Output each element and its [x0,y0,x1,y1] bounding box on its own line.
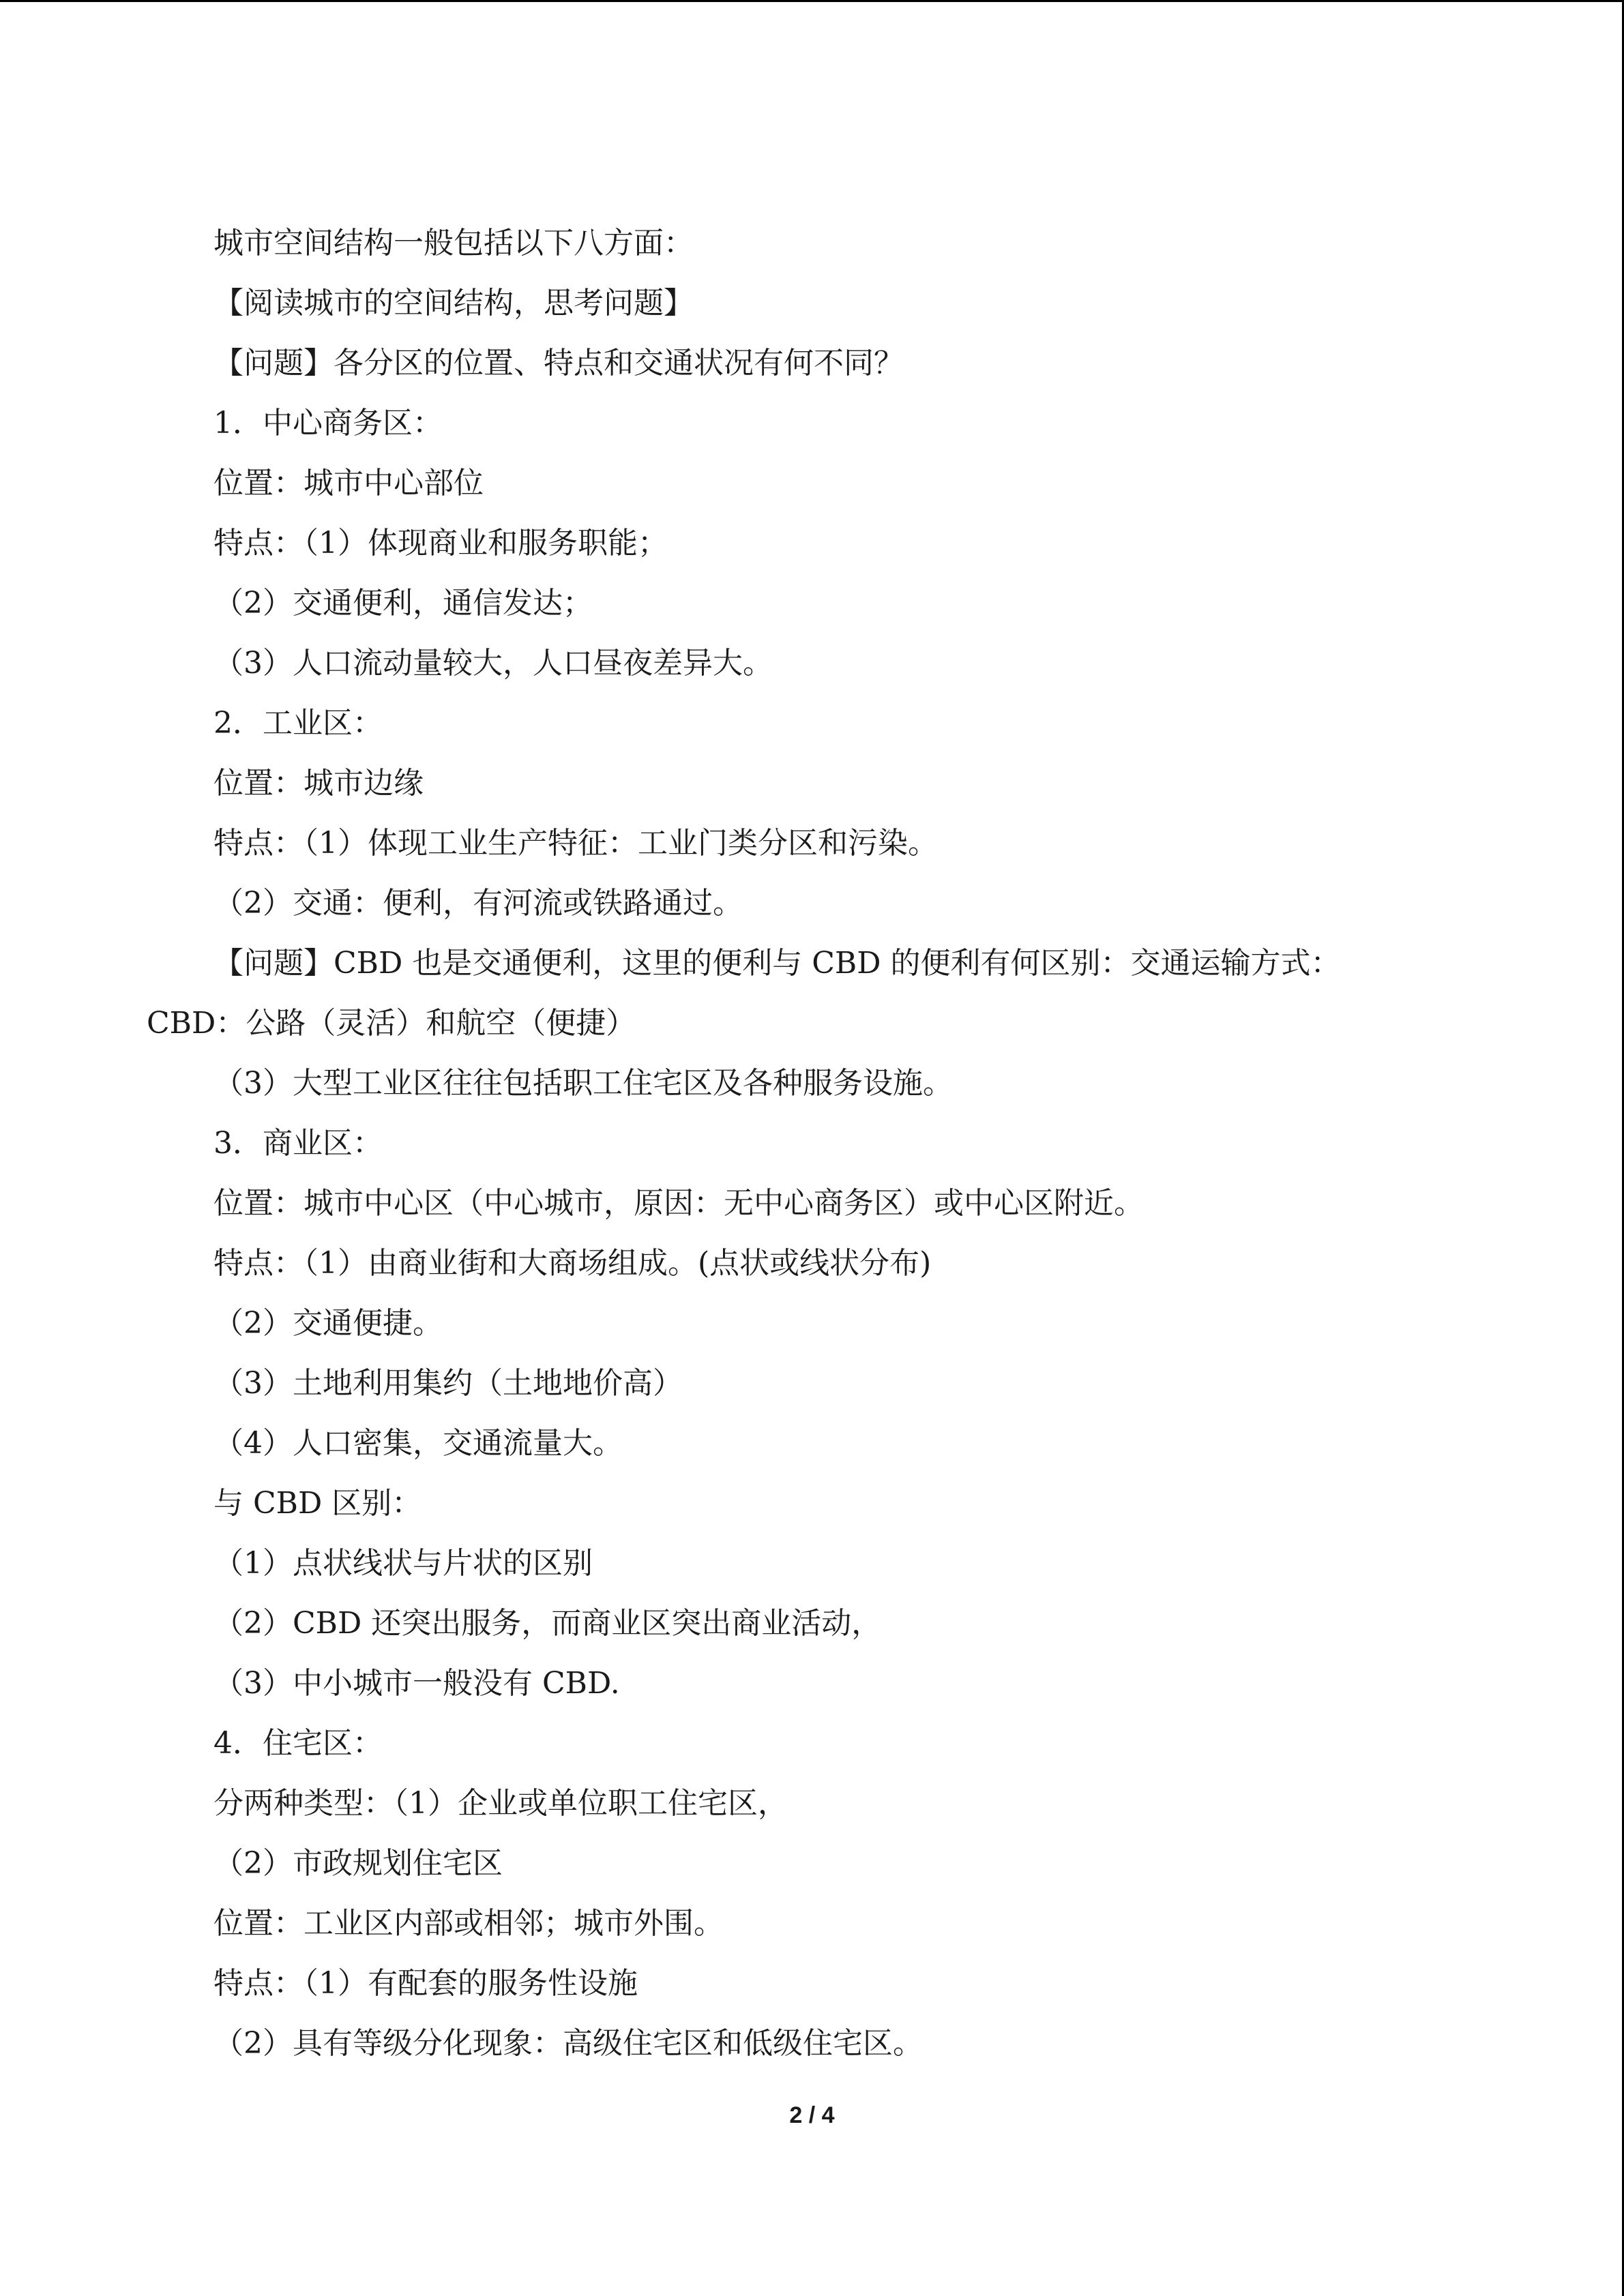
text-line: 位置：城市中心部位 [213,466,484,501]
text-line: 【问题】各分区的位置、特点和交通状况有何不同？ [213,346,904,381]
text-line: 特点：（1）体现商业和服务职能； [213,526,668,561]
text-line: （4）人口密集，交通流量大。 [213,1426,623,1461]
text-line: （2）具有等级分化现象：高级住宅区和低级住宅区。 [213,2026,923,2061]
text-line: 特点：（1）体现工业生产特征：工业门类分区和污染。 [213,826,938,861]
text-line: 特点：（1）有配套的服务性设施 [213,1966,638,2001]
text-line: 分两种类型：（1）企业或单位职工住宅区， [213,1786,788,1821]
text-line: 位置：工业区内部或相邻；城市外围。 [213,1906,724,1941]
page-number: 2 / 4 [789,2102,835,2128]
text-line: CBD：公路（灵活）和航空（便捷） [147,1006,636,1041]
text-line: （2）市政规划住宅区 [213,1846,503,1881]
document-body [147,213,1504,2074]
section-heading: 3．商业区： [213,1126,383,1161]
section-heading: 1．中心商务区： [213,406,443,441]
text-line: （3）中小城市一般没有 CBD. [213,1666,620,1701]
text-line: （2）交通便利，通信发达； [213,586,593,621]
text-line: （3）大型工业区往往包括职工住宅区及各种服务设施。 [213,1066,953,1101]
text-line: （2）交通：便利，有河流或铁路通过。 [213,886,743,921]
text-line: 位置：城市边缘 [213,766,424,801]
text-line: （2）交通便捷。 [213,1306,443,1341]
text-line: 位置：城市中心区（中心城市，原因：无中心商务区）或中心区附近。 [213,1186,1144,1221]
text-line: （3）人口流动量较大，人口昼夜差异大。 [213,646,773,681]
text-line: （1）点状线状与片状的区别 [213,1546,593,1581]
text-line: 【阅读城市的空间结构，思考问题】 [213,286,694,320]
text-line: （2）CBD 还突出服务，而商业区突出商业活动， [213,1606,882,1641]
text-line: 特点：（1）由商业街和大商场组成。(点状或线状分布) [213,1246,932,1281]
text-line: （3）土地利用集约（土地地价高） [213,1366,683,1401]
text-line: 【问题】CBD 也是交通便利，这里的便利与 CBD 的便利有何区别：交通运输方式： [213,946,1341,981]
section-heading: 2．工业区： [213,706,383,741]
section-heading: 4．住宅区： [213,1726,383,1761]
text-line: 与 CBD 区别： [213,1486,422,1521]
text-line: 城市空间结构一般包括以下八方面： [213,226,694,260]
